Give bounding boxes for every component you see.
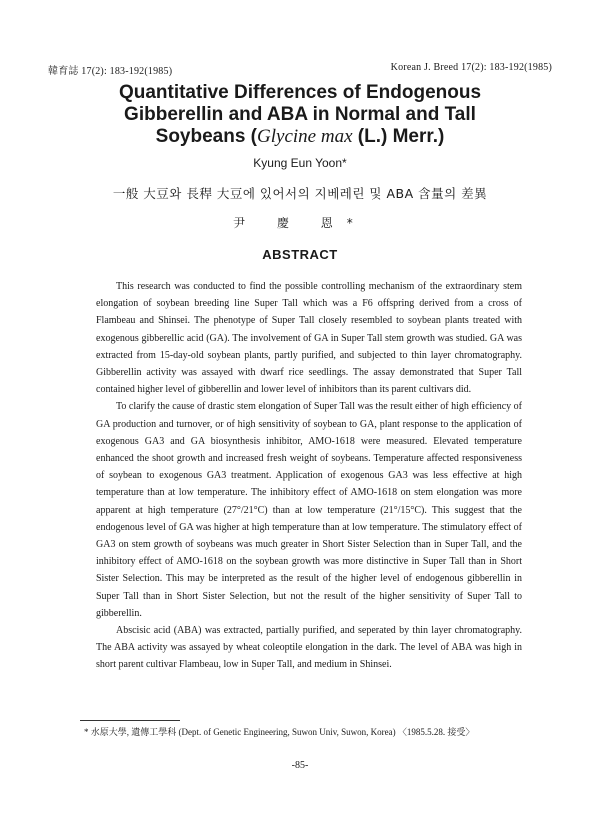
abstract-heading: ABSTRACT: [262, 247, 338, 262]
title-line-2: Gibberellin and ABA in Normal and Tall: [124, 104, 476, 125]
korean-title: 一般 大豆와 長稈 大豆에 있어서의 지베레린 및 ABA 含量의 差異: [112, 186, 488, 201]
abstract-paragraph-2: To clarify the cause of drastic stem elongation of Super Tall was the result either of high efficiency of GA production and turnover, or of high sensitivity of soybean to GA, plant response to the application of exogenous GA3 and GA biosynthesis inhibitor, AMO-1618 were measured. Elevated temperature enhanced the shoot growth and increased fresh weight of soybeans. Temperature affected responsiveness of soybean to exogenous GA3 treatment. Application of exogenous GA3 was less effective at high temperature than at low temperature. The inhibitory effect of AMO-1618 on stem elongation was more apparent at high temperature (27°/21°C) than at low temperature (21°/15°C). This suggest that the endogenous level of GA was higher at high temperature than at low temperature. The stimulatory effect of GA3 on stem growth of soybeans was much greater in Short Sister Selection than in Super Tall, and the inhibitory effect of AMO-1618 on the soybean growth was more distinctive in Super Tall than in Short Sister Selection. This may be interpreted as the result of the higher level of endogenous gibberellin in Super Tall than in Short Sister Selection, but not the result of the higher sensitivity of Super Tall to gibberellin.: [96, 401, 522, 619]
footnote-divider: [80, 720, 180, 721]
title-line-1: Quantitative Differences of Endogenous: [118, 82, 482, 103]
korean-author-name: 尹 慶 恩*: [233, 216, 367, 230]
footnote: * 水原大學, 遺傳工學科 (Dept. of Genetic Engineering, Suwon Univ, Suwon, Korea) 〈1985.5.28. 接受〉: [84, 727, 475, 737]
title-line-3-pre: Soybeans (: [155, 126, 258, 147]
paper-title: [60, 82, 540, 148]
species-name: Glycine max: [257, 126, 353, 147]
title-line-3-post: (L.) Merr.): [352, 126, 445, 147]
abstract-paragraph-1: This research was conducted to find the possible controlling mechanism of the extraordinary stem elongation of soybean breeding line Super Tall which was a F6 offspring derived from a cross of Flambeau and Shinsei. The phenotype of Super Tall closely resembled to soybean plants treated with exogenous gibberellic acid (GA). The involvement of GA in Super Tall stem growth was studied. GA was extracted from 15-day-old soybean plants, partly purified, and subjected to thin layer chromatography. Gibberellin activity was assayed with dwarf rice seedlings. The assay demonstrated that Super Tall contained higher level of gibberellin and lower level of inhibitors than its parent cultivars did.: [96, 281, 522, 396]
abstract-body: [96, 278, 522, 674]
header-korean-citation: 韓育誌 17(2): 183-192(1985): [48, 66, 173, 77]
abstract-paragraph-3: Abscisic acid (ABA) was extracted, partially purified, and seperated by thin layer chromatography. The ABA activity was assayed by wheat coleoptile elongation in the dark. The level of ABA was high in short parent cultivar Flambeau, low in Super Tall, and medium in Shinsei.: [96, 625, 522, 671]
page-number: -85-: [291, 760, 309, 771]
title-line-3: [60, 126, 540, 148]
header-english-citation: Korean J. Breed 17(2): 183-192(1985): [390, 62, 552, 73]
author-name: Kyung Eun Yoon*: [253, 156, 347, 170]
